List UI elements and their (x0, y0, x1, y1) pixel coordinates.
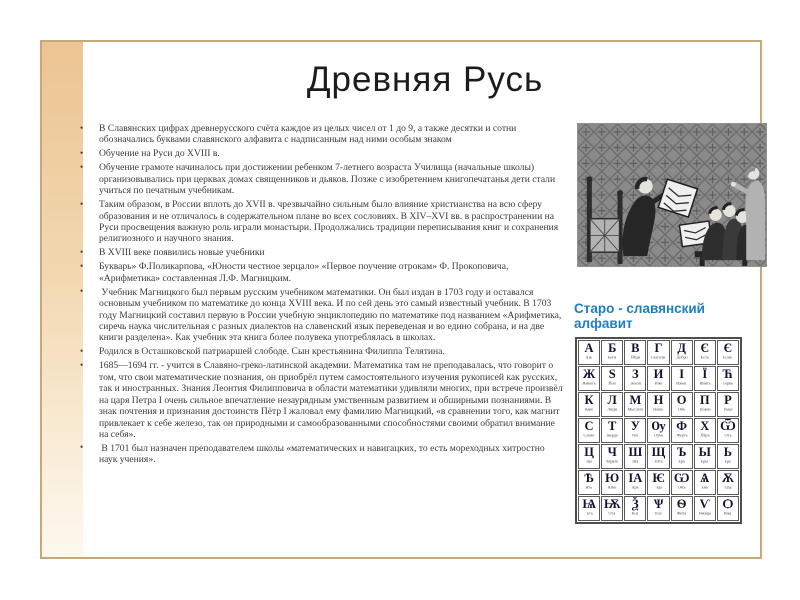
bullet-item: • Обучение грамоте начиналось при достижении ребенком 7-летнего возраста Училища (начальные школы) организовывались при церквах домах священников и дьяков. Позже с изобретением книгопечатанья дети стали учиться по печатным учебникам. (72, 162, 564, 196)
alphabet-letter: З (632, 367, 639, 381)
alphabet-cell (647, 496, 669, 521)
alphabet-letter: Ъ (676, 445, 687, 459)
alphabet-letter-name: Ижица (698, 511, 711, 516)
alphabet-cell (624, 392, 646, 417)
alphabet-letter: Ѩ (582, 497, 596, 511)
alphabet-letter-name: Ета (585, 511, 593, 516)
alphabet-letter: Л (607, 393, 617, 407)
alphabet-cell (601, 496, 623, 521)
alphabet-letter: Ѹ (651, 419, 666, 433)
alphabet-letter-name: Люди (607, 407, 618, 412)
bullet-item: • В Славянских цифрах древнерусского счёта каждое из целых чисел от 1 до 9, а также десятки и сотни обозначались буквами славянского алфавита с надписанным над ними особым знаком (72, 123, 564, 146)
bullet-item: • В 1701 был назначен преподавателем школы «математических и навигацких, то есть мореходных хитростно наук учения». (72, 443, 564, 466)
slide-title: Древняя Русь (306, 60, 544, 99)
alphabet-cell (601, 444, 623, 469)
alphabet-letter: Ш (628, 445, 643, 459)
alphabet-cell (624, 340, 646, 365)
alphabet-caption: Старо - славянский алфавит (574, 301, 705, 331)
alphabet-letter: Т (608, 419, 617, 433)
alphabet-cell (647, 418, 669, 443)
alphabet-letter: Ѕ (608, 367, 616, 381)
alphabet-cell (624, 418, 646, 443)
alphabet-letter-name: Вѣди (630, 355, 640, 360)
alphabet-letter-name: Отъ (724, 433, 732, 438)
alphabet-letter: Ї (702, 367, 708, 381)
alphabet-cell (717, 366, 739, 391)
alphabet-cell (671, 470, 693, 495)
alphabet-cell (624, 470, 646, 495)
alphabet-letter-name: Ень (701, 485, 709, 490)
alphabet-cell (578, 496, 600, 521)
bullet-item: • Обучение на Руси до XVIII в. (72, 148, 564, 159)
alphabet-cell (694, 418, 716, 443)
alphabet-letter-name: Слово (583, 433, 595, 438)
alphabet-letter: Б (608, 341, 617, 355)
alphabet-letter-name: Есть (700, 355, 709, 360)
bullet-item: • Родился в Осташковской патриаршей слободе. Сын крестьянина Филиппа Телятина. (72, 346, 564, 357)
alphabet-letter-name: Есмь (723, 355, 733, 360)
alphabet-cell (578, 392, 600, 417)
alphabet-letter: Ѻ (722, 497, 734, 511)
alphabet-letter: М (629, 393, 642, 407)
alphabet-letter: С (584, 419, 594, 433)
bullet-item: • В XVIII веке появились новые учебники (72, 247, 564, 258)
alphabet-letter: Ѳ (676, 497, 687, 511)
alphabet-letter-name: Одь (724, 485, 732, 490)
alphabet-cell (601, 366, 623, 391)
alphabet-letter-name: Ижеи (676, 381, 687, 386)
alphabet-letter-name: Арь (631, 485, 639, 490)
alphabet-letter: ІА (628, 471, 643, 485)
alphabet-letter: Ѭ (603, 497, 621, 511)
alphabet-cell (694, 496, 716, 521)
bullet-list (72, 123, 564, 468)
alphabet-cell (624, 366, 646, 391)
bullet-item: • Учебник Магницкого был первым русским учебником математики. Он был издан в 1703 году и оставался основным учебником по математике до конца XVIII века. И по сей день это самый известный учебник. В 1703 году Магницкий составил первую в России учебную энциклопедию по математике под названием «Арифметика, сиречь наука числительная с разных диалектов на славенский язык переведеная и во едино собрана, и на две книги разделена». Как учебник эта книга более полувека употреблялась в школах. (72, 287, 564, 344)
alphabet-letter-name: Глаголи (651, 355, 666, 360)
alphabet-letter-name: Эдо (655, 485, 662, 490)
alphabet-cell (647, 444, 669, 469)
alphabet-letter: О (676, 393, 687, 407)
alphabet-letter: Є (700, 341, 710, 355)
alphabet-cell (578, 470, 600, 495)
alphabet-letter: П (699, 393, 710, 407)
alphabet-cell (671, 418, 693, 443)
alphabet-letter: А (584, 341, 594, 355)
alphabet-letter-name: Како (584, 407, 594, 412)
alphabet-letter: Щ (651, 445, 666, 459)
alphabet-letter-name: Фертъ (676, 433, 688, 438)
alphabet-letter-name: Животъ (582, 381, 596, 386)
alphabet-letter: Ж (582, 367, 596, 381)
alphabet-letter-name: Хѣръ (700, 433, 710, 438)
alphabet-cell (601, 470, 623, 495)
alphabet-letter-name: Еръ (678, 459, 685, 464)
alphabet-letter-name: Зѣло (608, 381, 617, 386)
alphabet-letter-name: Земля (630, 381, 641, 386)
alphabet-cell (717, 340, 739, 365)
alphabet-table (575, 337, 742, 524)
alphabet-letter-name: Укъ (632, 433, 639, 438)
alphabet-cell (601, 418, 623, 443)
alphabet-letter-name: Ерь (724, 459, 732, 464)
alphabet-letter: Ѿ (720, 419, 736, 433)
alphabet-letter: Ѫ (721, 471, 735, 485)
alphabet-letter: Ы (698, 445, 711, 459)
bullet-item: • Букварь» Ф.Поликарпова, «Юности честное зерцало» «Первое поучение отрокам» Ф. Прокоповича, «Арифметика» составленная Л.Ф. Магницким. (72, 261, 564, 284)
alphabet-cell (647, 366, 669, 391)
alphabet-letter: Д (677, 341, 686, 355)
alphabet-letter: Ѧ (700, 471, 710, 485)
alphabet-cell (671, 392, 693, 417)
alphabet-cell (694, 392, 716, 417)
bullet-item: • Таким образом, в России вплоть до XVII в. чрезвычайно сильным было влияние христианства на всю сферу образования и не отличалось в содержательном плане во всех сословиях. В XIV–XVI вв. в распространении на Руси просвещения важную роль играли монастыри. Продолжались традиции переписывания книг и сохранения религиозного и научного знания. (72, 199, 564, 245)
alphabet-letter-name: Инить (699, 381, 711, 386)
alphabet-cell (717, 470, 739, 495)
alphabet-cell (671, 444, 693, 469)
medieval-teaching-illustration (577, 123, 767, 267)
alphabet-cell (671, 340, 693, 365)
alphabet-letter: У (630, 419, 640, 433)
alphabet-cell (694, 340, 716, 365)
alphabet-cell (578, 418, 600, 443)
alphabet-letter-name: Цы (586, 459, 592, 464)
alphabet-cell (601, 340, 623, 365)
alphabet-cell (578, 366, 600, 391)
bullet-item: • 1685—1694 гг. - учится в Славяно-греко-латинской академии. Математика там не преподавалась, что говорит о том, что свои математические познания, он приобрёл путем самостоятельного изучения рукописей как русских, так и иностранных. Знания Леонтия Филипповича в области математики удивляли многих, при встрече произвёл на царя Петра I очень сильное впечатление незаурядным умственным развитием и обширными познаниями. В знак почтения и признания достоинств Пётр I жаловал ему фамилию Магницкий, «в сравнении того, как магнит привлекает к себе железо, так он природными и самообразованными способностями своими обратил внимание на себя». (72, 360, 564, 440)
alphabet-letter: К (584, 393, 594, 407)
alphabet-letter-name: Добро (676, 355, 688, 360)
alphabet-letter: Ц (584, 445, 594, 459)
alphabet-cell (624, 444, 646, 469)
alphabet-letter-name: Азъ (585, 355, 593, 360)
alphabet-cell (671, 496, 693, 521)
alphabet-letter: Ь (723, 445, 733, 459)
alphabet-letter-name: Еры (701, 459, 709, 464)
alphabet-cell (601, 392, 623, 417)
alphabet-letter-name: Покои (699, 407, 711, 412)
alphabet-letter: І (679, 367, 685, 381)
alphabet-letter: И (653, 367, 664, 381)
alphabet-letter-name: Иже (654, 381, 663, 386)
medieval-scene-drawing (578, 124, 766, 266)
alphabet-letter-name: Фита (677, 511, 687, 516)
alphabet-letter-name: Гервь (723, 381, 733, 386)
alphabet-letter: Є (723, 341, 733, 355)
alphabet-letter-name: Мыслете (627, 407, 644, 412)
alphabet-letter: Ѱ (653, 497, 664, 511)
alphabet-cell (694, 366, 716, 391)
alphabet-letter-name: Червль (606, 459, 619, 464)
alphabet-cell (717, 418, 739, 443)
alphabet-letter-name: Рьци (723, 407, 733, 412)
alphabet-letter: Ч (607, 445, 617, 459)
alphabet-letter: В (631, 341, 640, 355)
alphabet-cell (624, 496, 646, 521)
alphabet-letter-name: Ота (608, 511, 616, 516)
alphabet-cell (647, 340, 669, 365)
alphabet-letter: Н (653, 393, 664, 407)
alphabet-letter: Ю (605, 471, 620, 485)
alphabet-cell (578, 340, 600, 365)
alphabet-cell (694, 444, 716, 469)
alphabet-letter-name: Юнь (608, 485, 617, 490)
alphabet-letter: Ѥ (652, 471, 665, 485)
alphabet-letter: Х (700, 419, 710, 433)
alphabet-letter-name: Оукъ (653, 433, 664, 438)
alphabet-letter-name: Твердо (606, 433, 619, 438)
alphabet-cell (671, 366, 693, 391)
alphabet-letter: Ф (676, 419, 687, 433)
alphabet-cell (694, 470, 716, 495)
alphabet-letter-name: Омъ (677, 485, 686, 490)
alphabet-letter: Г (654, 341, 663, 355)
alphabet-cell (578, 444, 600, 469)
alphabet-letter: Ѡ (673, 471, 690, 485)
alphabet-letter-name: Боги (608, 355, 617, 360)
alphabet-cell (647, 470, 669, 495)
alphabet-letter-name: Ижа (724, 511, 732, 516)
alphabet-letter: Ѯ (632, 497, 639, 511)
alphabet-letter-name: Ять (585, 485, 593, 490)
alphabet-letter-name: Шта (654, 459, 663, 464)
alphabet-cell (647, 392, 669, 417)
alphabet-cell (717, 392, 739, 417)
alphabet-letter-name: Онъ (678, 407, 686, 412)
alphabet-cell (717, 496, 739, 521)
alphabet-letter-name: Ша (632, 459, 639, 464)
alphabet-letter: Ћ (722, 367, 733, 381)
alphabet-cell (717, 444, 739, 469)
alphabet-letter: Ѣ (584, 471, 594, 485)
alphabet-letter-name: Кси (632, 511, 639, 516)
alphabet-letter-name: Пси (655, 511, 662, 516)
alphabet-letter-name: Нашь (653, 407, 664, 412)
alphabet-letter: Ѵ (699, 497, 710, 511)
alphabet-letter: Р (724, 393, 732, 407)
